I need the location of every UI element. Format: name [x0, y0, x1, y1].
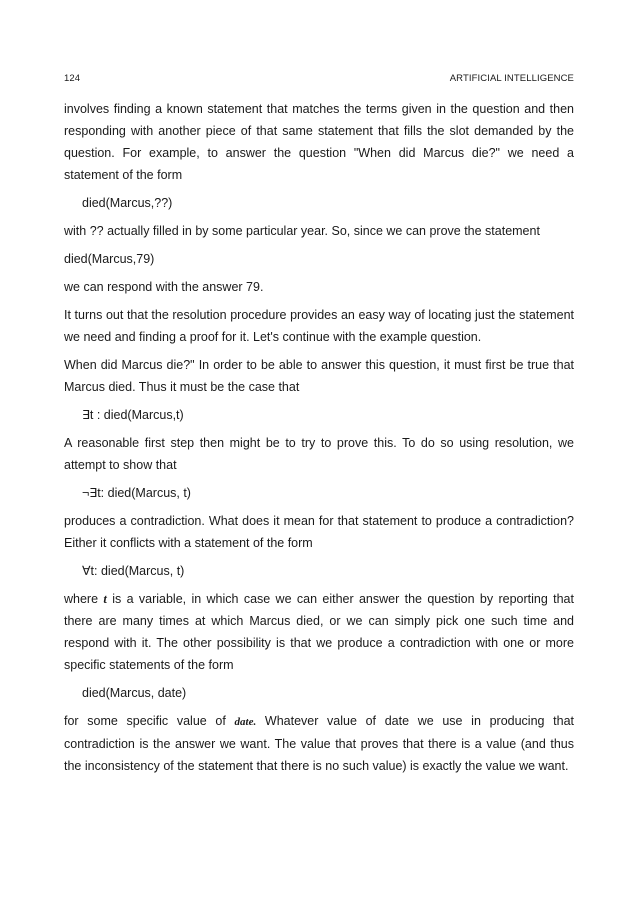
page-number: 124	[64, 73, 81, 84]
paragraph-1: involves finding a known statement that matches the terms given in the question and then responding with another piece of that same statement that fills the slot demanded by the question. For example, to answer the question "When did Marcus die?" we need a statement of the form	[64, 102, 574, 182]
formula-exists-died: ∃t : died(Marcus,t)	[82, 408, 184, 422]
paragraph-10	[64, 710, 574, 777]
running-title: ARTIFICIAL INTELLIGENCE	[449, 73, 574, 84]
paragraph-7: A reasonable first step then might be to try to prove this. To do so using resolution, we attempt to show that	[64, 436, 574, 472]
paragraph-5: It turns out that the resolution procedure provides an easy way of locating just the statement we need and finding a proof for it. Let's continue with the example question.	[64, 308, 574, 344]
formula-not-exists-died: ¬∃t: died(Marcus, t)	[82, 486, 191, 500]
formula-forall-died: ∀t: died(Marcus, t)	[82, 564, 185, 578]
formula-died-marcus-unknown: died(Marcus,??)	[82, 196, 173, 210]
statement-died-marcus-79: died(Marcus,79)	[64, 252, 155, 266]
paragraph-8: produces a contradiction. What does it mean for that statement to produce a contradiction? Either it conflicts with a statement of the form	[64, 514, 574, 550]
paragraph-4: we can respond with the answer 79.	[64, 280, 264, 294]
paragraph-9	[64, 588, 574, 676]
paragraph-10-rest: Whatever value of date we use in producing that contradiction is the answer we want. The value that proves that there is a value (and thus the inconsistency of the statement that there is no such value) is exactly the value we want.	[64, 714, 575, 773]
variable-date: date.	[234, 716, 257, 728]
paragraph-9-start: where	[64, 592, 104, 606]
paragraph-2: with ?? actually filled in by some particular year. So, since we can prove the statement	[64, 224, 540, 238]
paragraph-9-rest: is a variable, in which case we can either answer the question by reporting that there are many times at which Marcus died, or we can simply pick one such time and respond with it. The other possibility is that we produce a contradiction with one or more specific statements of the form	[64, 592, 574, 672]
variable-t: t	[103, 592, 107, 606]
body-text	[64, 98, 574, 783]
paragraph-10-start: for some specific value of	[64, 714, 235, 728]
formula-died-marcus-date: died(Marcus, date)	[82, 686, 187, 700]
paragraph-6: When did Marcus die?" In order to be able to answer this question, it must first be true that Marcus died. Thus it must be the case that	[64, 358, 574, 394]
page-header	[64, 73, 574, 84]
